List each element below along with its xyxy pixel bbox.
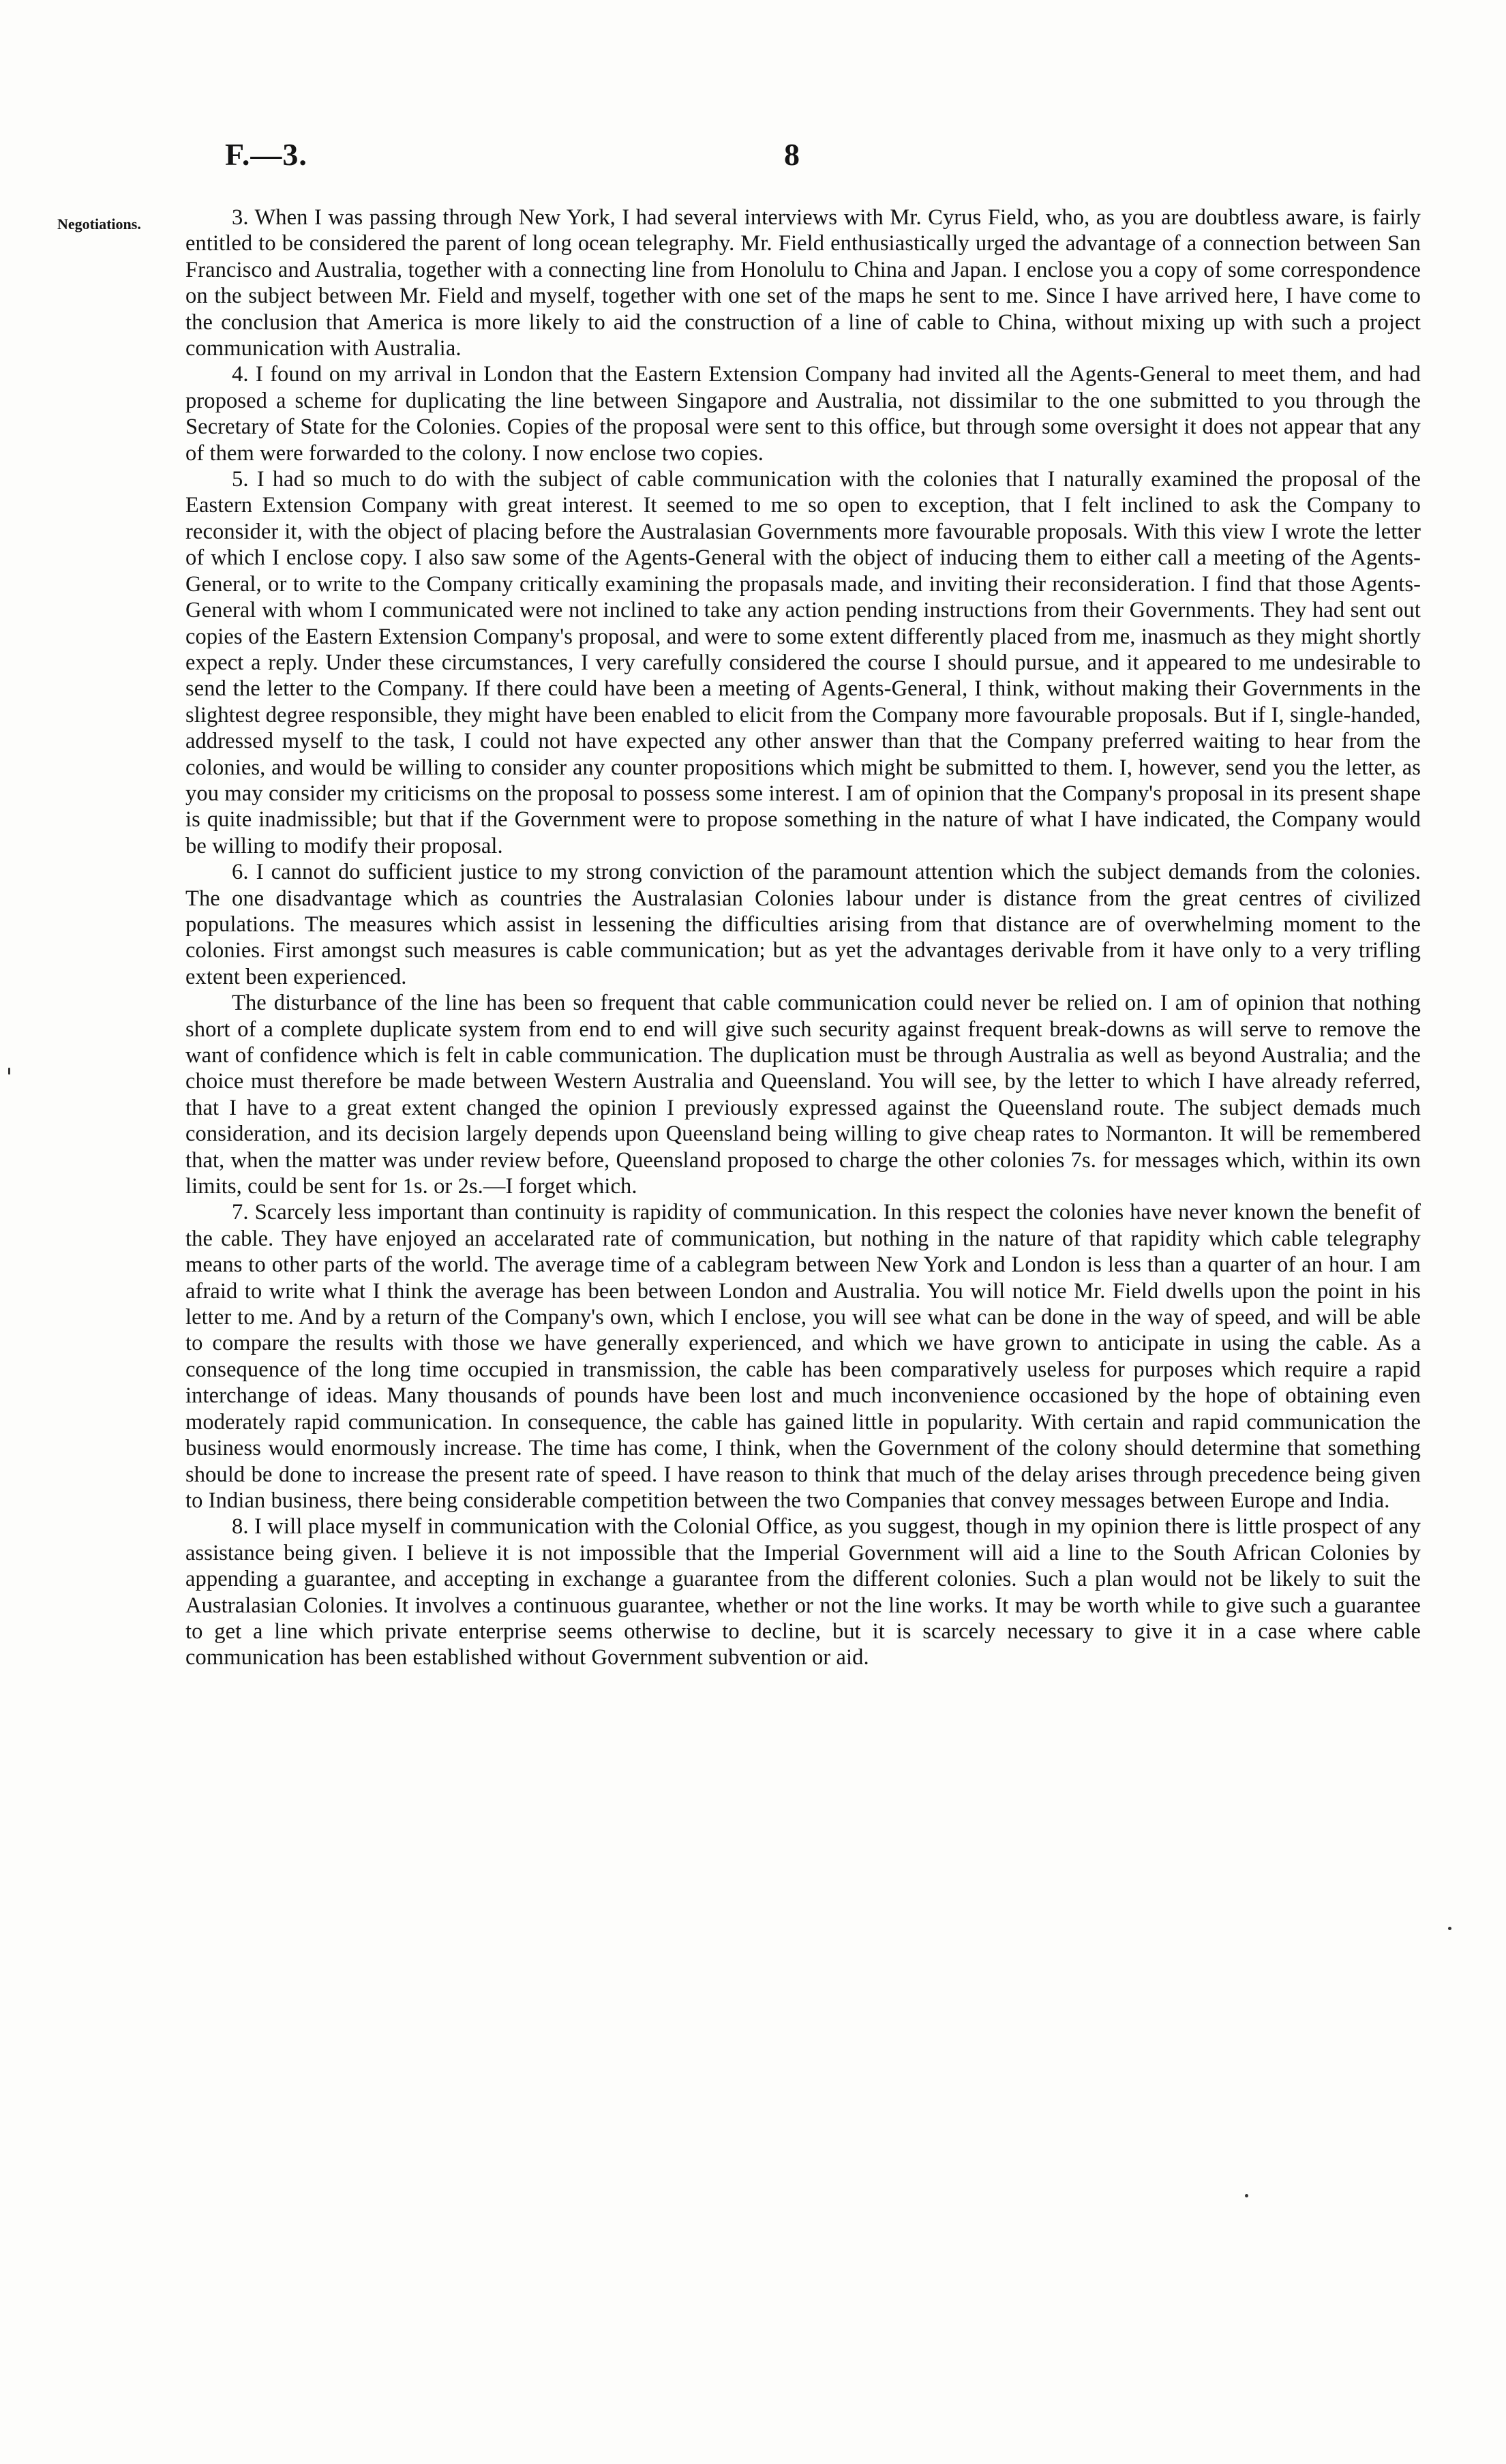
- paragraph-6: 6. I cannot do sufficient justice to my strong conviction of the paramount attention which the subject demands from the colonies. The one disadvantage which as countries the Australasian Colonies labour under is distance from the great centres of civilized populations. The measures which assist in lessening the difficulties arising from that distance are of overwhelming moment to the colonies. First amongst such measures is cable communication; but as yet the advantages derivable from it have only to a very trifling extent been experienced.: [185, 860, 1421, 989]
- stray-ink-dot: [1245, 2194, 1248, 2197]
- stray-ink-dot: [1448, 1927, 1451, 1930]
- paragraph-6-continued: The disturbance of the line has been so frequent that cable communication could never be relied on. I am of opinion that nothing short of a complete duplicate system from end to end will give such security against frequent break-downs as will serve to remove the want of confidence which is felt in cable communication. The duplication must be through Australia as well as beyond Australia; and the choice must therefore be made between Western Australia and Queensland. You will see, by the letter to which I have already referred, that I have to a great extent changed the opinion I previously expressed against the Queensland route. The subject demads much consideration, and its decision largely depends upon Queensland being willing to give cheap rates to Normanton. It will be remembered that, when the matter was under review before, Queensland proposed to charge the other colonies 7s. for messages which, within its own limits, could be sent for 1s. or 2s.—I forget which.: [185, 991, 1421, 1199]
- paragraph-3: 3. When I was passing through New York, I had several interviews with Mr. Cyrus Field, who, as you are doubtless aware, is fairly entitled to be considered the parent of long ocean telegraphy. Mr. Field enthusiastically urged the advantage of a connection between San Francisco and Australia, together with a connecting line from Honolulu to China and Japan. I enclose you a copy of some correspondence on the subject between Mr. Field and myself, together with one set of the maps he sent to me. Since I have arrived here, I have come to the conclusion that America is more likely to aid the construction of a line of cable to China, without mixing up with such a project communication with Australia.: [185, 205, 1421, 361]
- stray-ink-dot: [8, 1068, 10, 1075]
- running-head: [225, 136, 1398, 177]
- page-number: 8: [784, 137, 800, 172]
- paragraph-5: 5. I had so much to do with the subject of cable communication with the colonies that I naturally examined the proposal of the Eastern Extension Company with great interest. It seemed to me so open to exception, that I felt inclined to ask the Company to reconsider it, with the object of placing before the Australasian Governments more favourable proposals. With this view I wrote the letter of which I enclose copy. I also saw some of the Agents-General with the object of inducing them to either call a meeting of the Agents-General, or to write to the Company critically examining the propasals made, and inviting their reconsideration. I find that those Agents-General with whom I communicated were not inclined to take any action pending instructions from their Governments. They had sent out copies of the Eastern Extension Company's proposal, and were to some extent differently placed from me, inasmuch as they might shortly expect a reply. Under these circumstances, I very carefully considered the course I should pursue, and it appeared to me undesirable to send the letter to the Company. If there could have been a meeting of Agents-General, I think, without making their Governments in the slightest degree responsible, they might have been enabled to elicit from the Company more favourable proposals. But if I, single-handed, addressed myself to the task, I could not have expected any other answer than that the Company preferred waiting to hear from the colonies, and would be willing to consider any counter propositions which might be submitted to them. I, however, send you the letter, as you may consider my criticisms on the proposal to possess some interest. I am of opinion that the Company's proposal in its present shape is quite inadmissible; but that if the Government were to propose something in the nature of what I have indicated, the Company would be willing to modify their proposal.: [185, 467, 1421, 858]
- paragraph-8: 8. I will place myself in communication with the Colonial Office, as you suggest, though in my opinion there is little prospect of any assistance being given. I believe it is not impossible that the Imperial Government will aid a line to the South African Colonies by appending a guarantee, and accepting in exchange a guarantee from the different colonies. Such a plan would not be likely to suit the Australasian Colonies. It involves a continuous guarantee, whether or not the line works. It may be worth while to give such a guarantee to get a line which private enterprise seems otherwise to decline, but it is scarcely necessary to give it in a case where cable communication has been established without Government subvention or aid.: [185, 1514, 1421, 1670]
- paragraph-4: 4. I found on my arrival in London that the Eastern Extension Company had invited all the Agents-General to meet them, and had proposed a scheme for duplicating the line between Singapore and Australia, not dissimilar to the one submitted to you through the Secretary of State for the Colonies. Copies of the proposal were sent to this office, but through some oversight it does not appear that any of them were forwarded to the colony. I now enclose two copies.: [185, 362, 1421, 466]
- paragraph-7: 7. Scarcely less important than continuity is rapidity of communication. In this respect the colonies have never known the benefit of the cable. They have enjoyed an accelarated rate of communication, but nothing in the nature of that rapidity which cable telegraphy means to other parts of the world. The average time of a cablegram between New York and London is less than a quarter of an hour. I am afraid to write what I think the average has been between London and Australia. You will notice Mr. Field dwells upon the point in his letter to me. And by a return of the Company's own, which I enclose, you will see what can be done in the way of speed, and will be able to compare the results with those we have generally experienced, and which we have grown to anticipate in using the cable. As a consequence of the long time occupied in transmission, the cable has been comparatively useless for purposes which require a rapid interchange of ideas. Many thousands of pounds have been lost and much inconvenience occasioned by the hope of obtaining even moderately rapid communication. In consequence, the cable has gained little in popularity. With certain and rapid communication the business would enormously increase. The time has come, I think, when the Government of the colony should determine that something should be done to increase the present rate of speed. I have reason to think that much of the delay arises through precedence being given to Indian business, there being considerable competition between the two Companies that convey messages between Europe and India.: [185, 1200, 1421, 1513]
- document-reference: F.—3.: [225, 137, 307, 172]
- document-body: [185, 205, 1421, 1671]
- margin-note: Negotiations.: [57, 215, 141, 232]
